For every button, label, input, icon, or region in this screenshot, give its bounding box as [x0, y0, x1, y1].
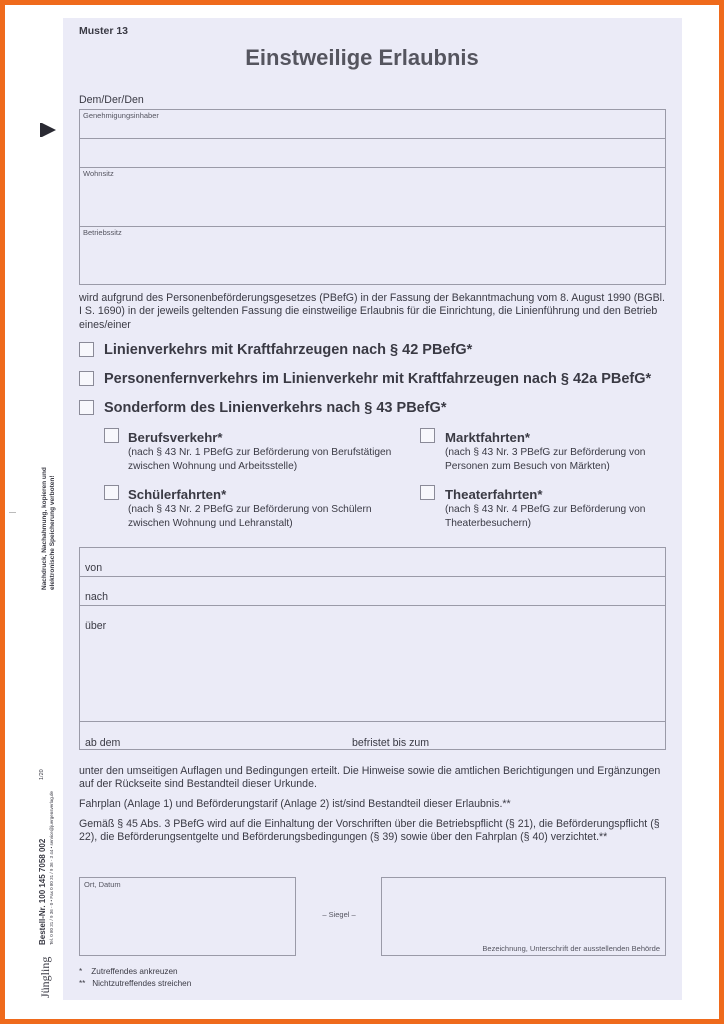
via-label: über — [85, 620, 107, 632]
route-divider-3 — [79, 721, 666, 722]
desc-marktfahrten: (nach § 43 Nr. 3 PBefG zur Beförderung von Personen zum Besuch von Märkten) — [445, 447, 646, 472]
footnote-2: ** Nichtzutreffendes streichen — [79, 979, 192, 988]
place-date-label: Ort, Datum — [84, 880, 121, 889]
checkbox-personenfernverkehr[interactable] — [79, 371, 94, 386]
valid-until-label: befristet bis zum — [352, 737, 430, 749]
publisher-contact: Tel. 0 80 31 / 9 36 - 0 • Fax 0 80 31 / 9 36 - 3 44 • service@juergensverlag.de — [49, 790, 54, 945]
option-marktfahrten: Marktfahrten* — [445, 430, 531, 445]
valid-from-label: ab dem — [85, 737, 121, 749]
order-number: Bestell-Nr. 100 145 7058 002 — [38, 838, 47, 945]
to-label: nach — [85, 591, 108, 603]
checkbox-sonderform[interactable] — [79, 400, 94, 415]
business-label: Betriebssitz — [83, 228, 122, 237]
option-linienverkehr: Linienverkehrs mit Kraftfahrzeugen nach § 42 PBefG* — [104, 342, 473, 358]
checkbox-schuelerfahrten[interactable] — [104, 485, 119, 500]
arrow-icon — [40, 123, 56, 142]
timetable-text: Fahrplan (Anlage 1) und Beförderungstarif (Anlage 2) ist/sind Bestandteil dieser Erlaubnis.** — [79, 798, 511, 810]
form-number: Muster 13 — [79, 25, 129, 37]
checkbox-berufsverkehr[interactable] — [104, 428, 119, 443]
checkbox-marktfahrten[interactable] — [420, 428, 435, 443]
copyright-line-2: elektronische Speicherung verboten! — [49, 475, 56, 590]
conditions-text: unter den umseitigen Auflagen und Bedingungen erteilt. Die Hinweise sowie die amtlichen Berichtigungen und Ergänzungen auf der Rückseite sind Bestandteil dieser Urkunde. — [79, 765, 661, 791]
option-theaterfahrten: Theaterfahrten* — [445, 487, 543, 502]
option-berufsverkehr: Berufsverkehr* — [128, 430, 223, 445]
signature-label: Bezeichnung, Unterschrift der ausstellenden Behörde — [482, 944, 660, 953]
business-divider — [79, 226, 666, 227]
addressee-label: Dem/Der/Den — [79, 94, 144, 106]
intro-text: wird aufgrund des Personenbeförderungsgesetzes (PBefG) in der Fassung der Bekanntmachung vom 8. August 1990 (BGBl. I S. 1690) in der jeweils geltenden Fassung die einstweilige Erlaubnis für die Einrichtung, die Linienführung und den Betrieb eines/einer — [79, 292, 665, 331]
holder-divider — [79, 138, 666, 139]
copyright-notice — [41, 430, 57, 590]
form-code: 1/20 — [39, 769, 45, 780]
fold-mark — [9, 512, 16, 513]
holder-box[interactable] — [79, 109, 666, 285]
checkbox-linienverkehr[interactable] — [79, 342, 94, 357]
seal-label: – Siegel – — [322, 910, 356, 919]
checkbox-theaterfahrten[interactable] — [420, 485, 435, 500]
option-personenfernverkehr: Personenfernverkehrs im Linienverkehr mit Kraftfahrzeugen nach § 42a PBefG* — [104, 371, 652, 387]
residence-label: Wohnsitz — [83, 169, 114, 178]
desc-berufsverkehr: (nach § 43 Nr. 1 PBefG zur Beförderung von Berufstätigen zwischen Wohnung und Arbeitsstelle) — [128, 447, 392, 472]
desc-theaterfahrten: (nach § 43 Nr. 4 PBefG zur Beförderung von Theaterbesuchern) — [445, 504, 646, 529]
option-sonderform: Sonderform des Linienverkehrs nach § 43 PBefG* — [104, 400, 447, 416]
footnote-1: * Zutreffendes ankreuzen — [79, 967, 178, 976]
holder-label: Genehmigungsinhaber — [83, 111, 159, 120]
option-schuelerfahrten: Schülerfahrten* — [128, 487, 227, 502]
route-box[interactable] — [79, 547, 666, 750]
route-divider-1 — [79, 576, 666, 577]
form-title: Einstweilige Erlaubnis — [245, 45, 479, 70]
route-divider-2 — [79, 605, 666, 606]
desc-schuelerfahrten: (nach § 43 Nr. 2 PBefG zur Beförderung von Schülern zwischen Wohnung und Lehranstalt) — [128, 504, 372, 529]
from-label: von — [85, 562, 103, 574]
residence-divider — [79, 167, 666, 168]
copyright-line-1: Nachdruck, Nachahmung, kopieren und — [41, 467, 48, 590]
publisher-logo: Jüngling — [38, 956, 52, 998]
waiver-text: Gemäß § 45 Abs. 3 PBefG wird auf die Einhaltung der Vorschriften über die Betriebspflicht (§ 21), die Beförderungspflicht (§ 22), die Beförderungsentgelte und Beförderungsbedingungen (§ 39) sowie über den Fahrplan (§ 40) verzichtet.** — [79, 818, 660, 844]
